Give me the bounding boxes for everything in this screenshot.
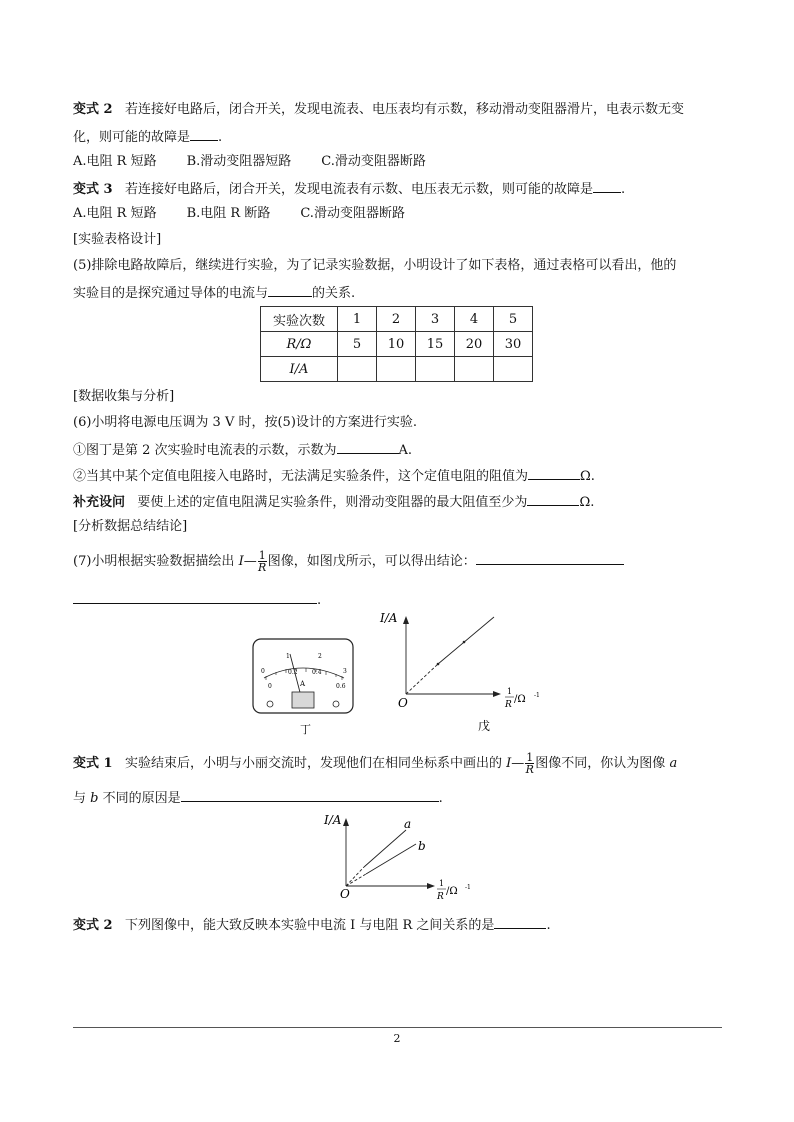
experiment-table xyxy=(260,306,533,382)
q5-answer-blank[interactable] xyxy=(268,283,312,297)
graph-wu-caption: 戊 xyxy=(478,719,491,733)
graph-ab-line-a-dashed xyxy=(346,867,364,886)
table-row-label: R/Ω xyxy=(261,332,338,357)
variant1-fraction: $\frac{1}{R}$ xyxy=(525,751,534,776)
q7-text-pre: (7)小明根据实验数据描绘出 xyxy=(73,554,235,569)
ammeter-label-3: 3 xyxy=(343,668,347,675)
graph-wu-origin: O xyxy=(398,696,408,710)
graph-ab-xlabel-exp: -1 xyxy=(465,884,471,891)
section-table-design: [实验表格设计] xyxy=(73,232,162,247)
variant1-line2: 与 b 不同的原因是 . xyxy=(73,788,443,808)
variant1-label: 变式 1 xyxy=(73,756,113,771)
variant1-text2b: 不同的原因是 xyxy=(102,791,181,806)
graph-ab-x-arrow xyxy=(427,883,435,889)
table-row xyxy=(261,307,533,332)
q7-line2: . xyxy=(73,590,321,610)
variant2-text2: 化，则可能的故障是 xyxy=(73,130,191,145)
variant2-option-b: B.滑动变阻器短路 xyxy=(186,154,292,169)
variant2b-label: 变式 2 xyxy=(73,918,113,933)
variant2-answer-blank[interactable] xyxy=(190,127,218,141)
table-cell: 5 xyxy=(338,332,377,357)
table-cell: 4 xyxy=(455,307,494,332)
q6-text2: ①图丁是第 2 次实验时电流表的示数，示数为 xyxy=(73,443,337,458)
ammeter-needle-housing xyxy=(292,692,314,708)
ammeter-label-2: 2 xyxy=(318,653,322,660)
variant1-text1b: 图像不同，你认为图像 xyxy=(535,756,666,771)
ammeter-figure xyxy=(252,638,356,738)
supplement-question xyxy=(73,492,594,512)
ammeter-label-0-4: 0.4 xyxy=(312,669,322,676)
graph-wu-point xyxy=(437,663,440,666)
table-cell: 15 xyxy=(416,332,455,357)
footer-divider xyxy=(73,1027,722,1028)
graph-ab-y-arrow xyxy=(343,818,349,826)
table-row-label: I/A xyxy=(261,357,338,382)
q6-line1: (6)小明将电源电压调为 3 V 时，按(5)设计的方案进行实验. xyxy=(73,415,418,430)
graph-ab-line-a xyxy=(364,830,406,867)
variant3-option-b: B.电阻 R 断路 xyxy=(186,206,271,221)
variant2b-answer-blank[interactable] xyxy=(494,915,546,929)
graph-wu-xlabel-exp: -1 xyxy=(534,692,540,699)
table-row xyxy=(261,332,533,357)
ammeter-unit: A xyxy=(300,680,306,688)
table-cell: 2 xyxy=(377,307,416,332)
ammeter-label-1: 1 xyxy=(286,653,290,660)
graph-ab-label-b: b xyxy=(418,839,426,853)
q7-answer-blank-2[interactable] xyxy=(73,590,317,604)
graph-wu-xlabel-num: 1 xyxy=(507,687,513,696)
table-cell: 5 xyxy=(494,307,533,332)
graph-wu xyxy=(380,606,552,742)
graph-ab xyxy=(322,810,482,906)
graph-ab-label-a: a xyxy=(404,817,412,831)
variant2-line1 xyxy=(73,101,684,119)
ammeter-label-0-2: 0.2 xyxy=(288,669,298,676)
graph-ab-xlabel-unit: /Ω xyxy=(446,886,458,897)
ammeter-label-zero-top: 0 xyxy=(261,668,265,675)
variant1-var-a: a xyxy=(669,756,678,771)
variant1-answer-blank[interactable] xyxy=(181,788,439,802)
variant1-line1: 变式 1 实验结束后，小明与小丽交流时，发现他们在相同坐标系中画出的 I— $\frac{1}{R}$ 图像不同，你认为图像 a xyxy=(73,751,678,776)
table-cell[interactable] xyxy=(416,357,455,382)
ammeter-caption: 丁 xyxy=(300,723,311,736)
ammeter-label-0-6: 0.6 xyxy=(336,683,346,690)
variant2-line2: 化，则可能的故障是 . xyxy=(73,127,222,147)
variant3-options xyxy=(73,205,405,223)
table-cell: 10 xyxy=(377,332,416,357)
table-cell: 1 xyxy=(338,307,377,332)
q7-text-post: 图像，如图戊所示，可以得出结论： xyxy=(267,554,476,569)
q7-line1: (7)小明根据实验数据描绘出 I— $\frac{1}{R}$ 图像，如图戊所示，可以得出结论： xyxy=(73,550,624,573)
graph-ab-line-b-dashed xyxy=(346,874,366,886)
q6-unit-ohm: Ω. xyxy=(580,469,595,484)
variant2-options xyxy=(73,153,426,171)
variant1-var-b: b xyxy=(90,791,99,806)
table-cell: 20 xyxy=(455,332,494,357)
supplement-answer-blank[interactable] xyxy=(527,492,579,506)
variant2-label: 变式 2 xyxy=(73,102,113,117)
q6-resistance-blank[interactable] xyxy=(528,466,580,480)
table-cell[interactable] xyxy=(338,357,377,382)
graph-wu-ylabel: I/A xyxy=(380,611,398,625)
q6-line3 xyxy=(73,466,595,486)
q5-line2 xyxy=(73,283,355,303)
q7-answer-blank-1[interactable] xyxy=(476,551,624,565)
table-row xyxy=(261,357,533,382)
graph-wu-x-arrow xyxy=(493,691,501,697)
table-cell[interactable] xyxy=(494,357,533,382)
graph-wu-point xyxy=(463,641,466,644)
variant2b-text: 下列图像中，能大致反映本实验中电流 I 与电阻 R 之间关系的是 xyxy=(124,918,495,933)
q5-text: 实验目的是探究通过导体的电流与 xyxy=(73,286,269,301)
variant2-text1: 若连接好电路后，闭合开关，发现电流表、电压表均有示数，移动滑动变阻器滑片，电表示数无变 xyxy=(124,102,684,117)
variant1-text1a: 实验结束后，小明与小丽交流时，发现他们在相同坐标系中画出的 xyxy=(124,756,502,771)
page-number: 2 xyxy=(393,1032,401,1045)
q6-line2 xyxy=(73,440,412,460)
supplement-text: 要使上述的定值电阻满足实验条件，则滑动变阻器的最大阻值至少为 xyxy=(137,495,528,510)
variant2-option-a: A.电阻 R 短路 xyxy=(73,154,157,169)
graph-ab-xlabel-num: 1 xyxy=(439,879,445,888)
variant3-option-a: A.电阻 R 短路 xyxy=(73,206,157,221)
section-data-analysis: [数据收集与分析] xyxy=(73,389,175,404)
graph-ab-ylabel: I/A xyxy=(324,813,342,827)
q5-text-end: 的关系. xyxy=(312,286,356,301)
table-cell[interactable] xyxy=(377,357,416,382)
table-cell: 30 xyxy=(494,332,533,357)
graph-wu-dashed-line xyxy=(406,664,438,694)
graph-wu-xlabel-den: R xyxy=(505,700,512,710)
variant3-line1: 变式 3 若连接好电路后，闭合开关，发现电流表有示数、电压表无示数，则可能的故障是 . xyxy=(73,179,625,199)
variant3-label: 变式 3 xyxy=(73,182,113,197)
graph-wu-y-arrow xyxy=(403,616,409,624)
graph-wu-xlabel-unit: /Ω xyxy=(514,694,526,705)
graph-wu-line xyxy=(438,617,494,664)
supplement-unit: Ω. xyxy=(579,495,595,510)
graph-ab-origin: O xyxy=(340,887,350,901)
variant2b-line: 变式 2 下列图像中，能大致反映本实验中电流 I 与电阻 R 之间关系的是 . xyxy=(73,915,551,935)
variant2-option-c: C.滑动变阻器断路 xyxy=(321,154,426,169)
ammeter-label-0: 0 xyxy=(268,683,272,690)
table-row-label: 实验次数 xyxy=(261,307,338,332)
variant3-text: 若连接好电路后，闭合开关，发现电流表有示数、电压表无示数，则可能的故障是 xyxy=(124,182,593,197)
q7-fraction: $\frac{1}{R}$ xyxy=(258,549,267,574)
graph-ab-xlabel-den: R xyxy=(437,892,444,902)
q6-ammeter-reading-blank[interactable] xyxy=(337,440,399,454)
q6-text3: ②当其中某个定值电阻接入电路时，无法满足实验条件，这个定值电阻的阻值为 xyxy=(73,469,529,484)
section-conclusion: [分析数据总结结论] xyxy=(73,519,188,534)
table-cell[interactable] xyxy=(455,357,494,382)
supplement-label: 补充设问 xyxy=(73,495,126,510)
variant3-option-c: C.滑动变阻器断路 xyxy=(300,206,405,221)
variant3-answer-blank[interactable] xyxy=(593,179,621,193)
table-cell: 3 xyxy=(416,307,455,332)
q5-line1: (5)排除电路故障后，继续进行实验，为了记录实验数据，小明设计了如下表格，通过表格可以看出，他的 xyxy=(73,258,677,273)
q6-unit-a: A. xyxy=(398,443,413,458)
